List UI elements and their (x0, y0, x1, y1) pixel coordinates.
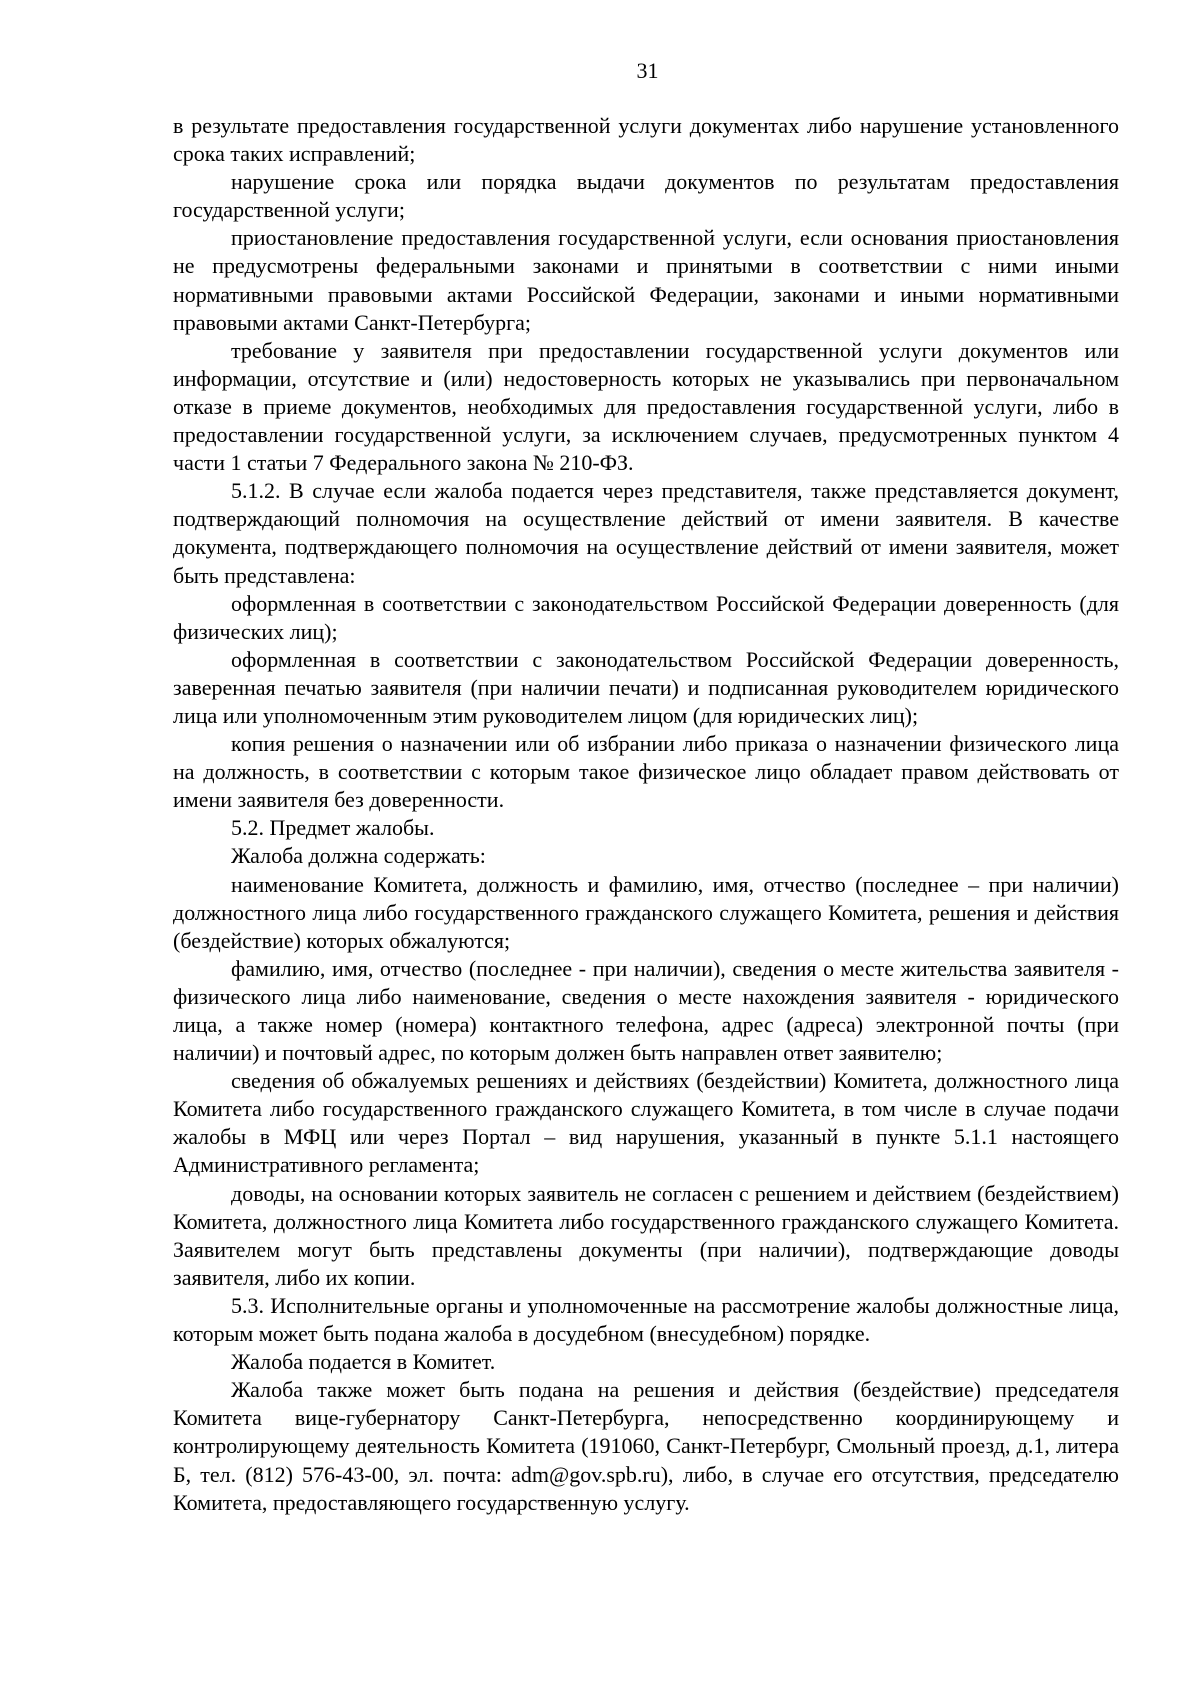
paragraph-complaint-contents: Жалоба должна содержать: (231, 843, 486, 869)
section-heading-5-3: 5.3. Исполнительные органы и уполномоченные на рассмотрение жалобы должностные лица, которым может быть подана жалоба в досудебном (внесудебном) порядке. (173, 1292, 1119, 1347)
paragraph-appealed-decisions: сведения об обжалуемых решениях и действиях (бездействии) Комитета, должностного лица Комитета либо государственного гражданского служащего Комитета, в том числе в случае подачи жалобы в МФЦ или через Портал – вид нарушения, указанный в пункте 5.1.1 настоящего Административного регламента; (173, 1068, 1119, 1178)
paragraph-submitted-to-committee: Жалоба подается в Комитет. (231, 1349, 496, 1375)
paragraph-applicant-details: фамилию, имя, отчество (последнее - при наличии), сведения о месте жительства заявителя - физического лица либо наименование, сведения о месте нахождения заявителя - юридического лица, а также номер (номера) контактного телефона, адрес (адреса) электронной почты (при наличии) и почтовый адрес, по которым должен быть направлен ответ заявителю; (173, 955, 1119, 1066)
section-heading-5-2: 5.2. Предмет жалобы. (231, 815, 435, 841)
paragraph-committee-name: наименование Комитета, должность и фамилию, имя, отчество (последнее – при наличии) должностного лица либо государственного гражданского служащего Комитета, решения и действия (бездействие) которых обжалуются; (173, 871, 1119, 953)
page-number: 31 (636, 58, 659, 83)
paragraph-violation-issuance: нарушение срока или порядка выдачи документов по результатам предоставления государственной услуги; (173, 169, 1119, 223)
paragraph-power-of-attorney-individuals: оформленная в соответствии с законодательством Российской Федерации доверенность (для физических лиц); (173, 590, 1119, 644)
paragraph-document-requirement: требование у заявителя при предоставлении государственной услуги документов или информации, отсутствие и (или) недостоверность которых не указывались при первоначальном отказе в приеме документов, необходимых для предоставления государственной услуги, либо в предоставлении государственной услуги, за исключением случаев, предусмотренных пунктом 4 части 1 статьи 7 Федерального закона № 210-ФЗ. (173, 337, 1119, 476)
paragraph-power-of-attorney-legal-entities: оформленная в соответствии с законодательством Российской Федерации доверенность, заверенная печатью заявителя (при наличии печати) и подписанная руководителем юридического лица или уполномоченным этим руководителем лицом (для юридических лиц); (173, 646, 1119, 728)
paragraph-5-1-2: 5.1.2. В случае если жалоба подается через представителя, также представляется документ, подтверждающий полномочия на осуществление действий от имени заявителя. В качестве документа, подтверждающего полномочия на осуществление действий от имени заявителя, может быть представлена: (173, 478, 1119, 588)
paragraph-appointment-copy: копия решения о назначении или об избрании либо приказа о назначении физического лица на должность, в соответствии с которым такое физическое лицо обладает правом действовать от имени заявителя без доверенности. (173, 731, 1119, 813)
paragraph-suspension: приостановление предоставления государственной услуги, если основания приостановления не предусмотрены федеральными законами и принятыми в соответствии с ними иными нормативными правовыми актами Российской Федерации, законами и иными нормативными правовыми актами Санкт-Петербурга; (173, 225, 1119, 335)
document-body (173, 112, 1119, 1517)
paragraph-arguments: доводы, на основании которых заявитель не согласен с решением и действием (бездействием) Комитета, должностного лица Комитета либо государственного гражданского служащего Комитета. Заявителем могут быть представлены документы (при наличии), подтверждающие доводы заявителя, либо их копии. (173, 1180, 1119, 1290)
paragraph-violation-corrections: в результате предоставления государственной услуги документах либо нарушение установленного срока таких исправлений; (173, 113, 1119, 167)
paragraph-vice-governor: Жалоба также может быть подана на решения и действия (бездействие) председателя Комитета вице-губернатору Санкт-Петербурга, непосредственно координирующему и контролирующему деятельность Комитета (191060, Санкт-Петербург, Смольный проезд, д.1, литера Б, тел. (812) 576-43-00, эл. почта: adm@gov.spb.ru), либо, в случае его отсутствия, председателю Комитета, предоставляющего государственную услугу. (173, 1377, 1119, 1515)
